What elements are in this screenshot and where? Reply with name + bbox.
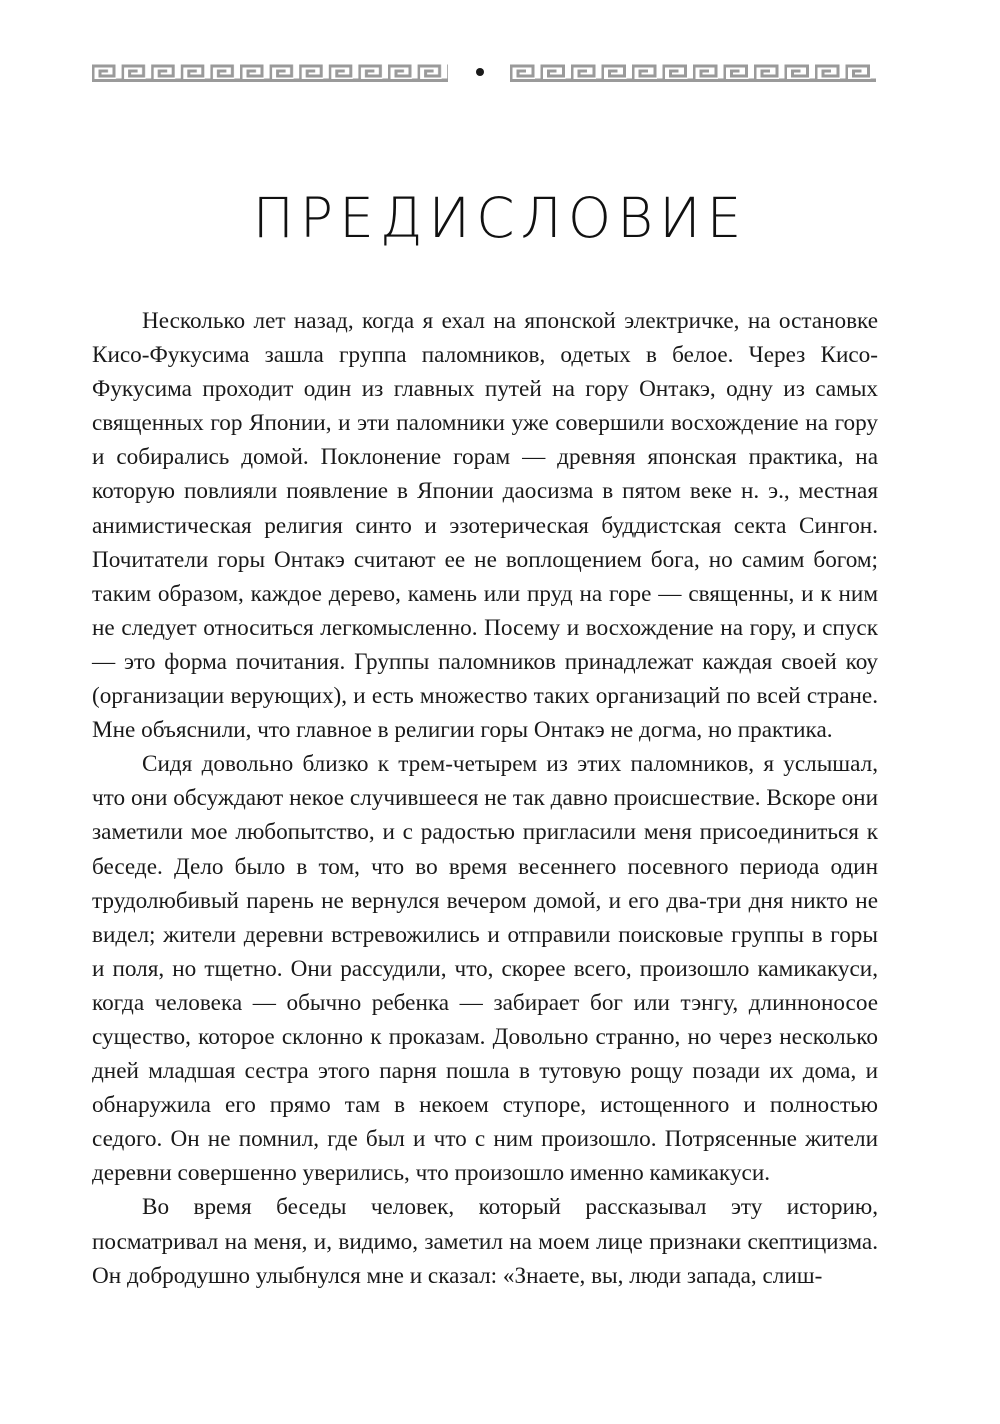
header-ornament-left (92, 62, 448, 82)
paragraph: Во время беседы человек, который рассказывал эту историю, посматривал на меня, и, видимо, заметил на моем лице признаки скептицизма. Он добродушно улыбнулся мне и сказал: «Знаете, вы, люди запада, слиш- (92, 1194, 878, 1289)
paragraph: Сидя довольно близко к трем-четырем из этих паломников, я услышал, что они обсуждают некое случившееся не так давно происшествие. Вскоре они заметили мое любопытство, и с радостью пригласили меня присоединиться к беседе. Дело было в том, что во время весеннего посевного периода один трудолюбивый парень не вернулся вечером домой, и его два-три дня никто не видел; жители деревни встревожились и отправили поисковые группы в горы и поля, но тщетно. Они рассудили, что, скорее всего, произошло камикакуси, когда человека — обычно ребенка — забирает бог или тэнгу, длинноносое существо, которое склонно к проказам. Довольно странно, но через несколько дней младшая сестра этого парня пошла в тутовую рощу позади их дома, и обнаружила его прямо там в некоем ступоре, истощенного и полностью седого. Он не помнил, где был и что с ним произошло. Потрясенные жители деревни совершенно уверились, что произошло именно камикакуси. (92, 751, 878, 1187)
header-ornament-right (510, 62, 876, 82)
paragraph: Несколько лет назад, когда я ехал на японской электричке, на остановке Кисо-Фукусима зашла группа паломников, одетых в белое. Через Кисо-Фукусима проходит один из главных путей на гору Онтакэ, одну из самых священных гор Японии, и эти паломники уже совершили восхождение на гору и собирались домой. Поклонение горам — древняя японская практика, на которую повлияли появление в Японии даосизма в пятом веке н. э., местная анимистическая религия синто и эзотерическая буддистская секта Сингон. Почитатели горы Онтакэ считают ее не воплощением бога, но самим богом; таким образом, каждое дерево, камень или пруд на горе — священны, и к ним не следует относиться легкомысленно. Посему и восхождение на гору, и спуск — это форма почитания. Группы паломников принадлежат каждая своей коу (организации верующих), и есть множество таких организаций по всей стране. Мне объяснили, что главное в религии горы Онтакэ не догма, но практика. (92, 308, 878, 744)
body-text (92, 304, 878, 1293)
greek-key-border-icon (510, 62, 876, 82)
header-center-dot (476, 68, 484, 76)
chapter-title: ПРЕДИСЛОВИЕ (252, 186, 748, 250)
greek-key-border-icon (92, 62, 448, 82)
